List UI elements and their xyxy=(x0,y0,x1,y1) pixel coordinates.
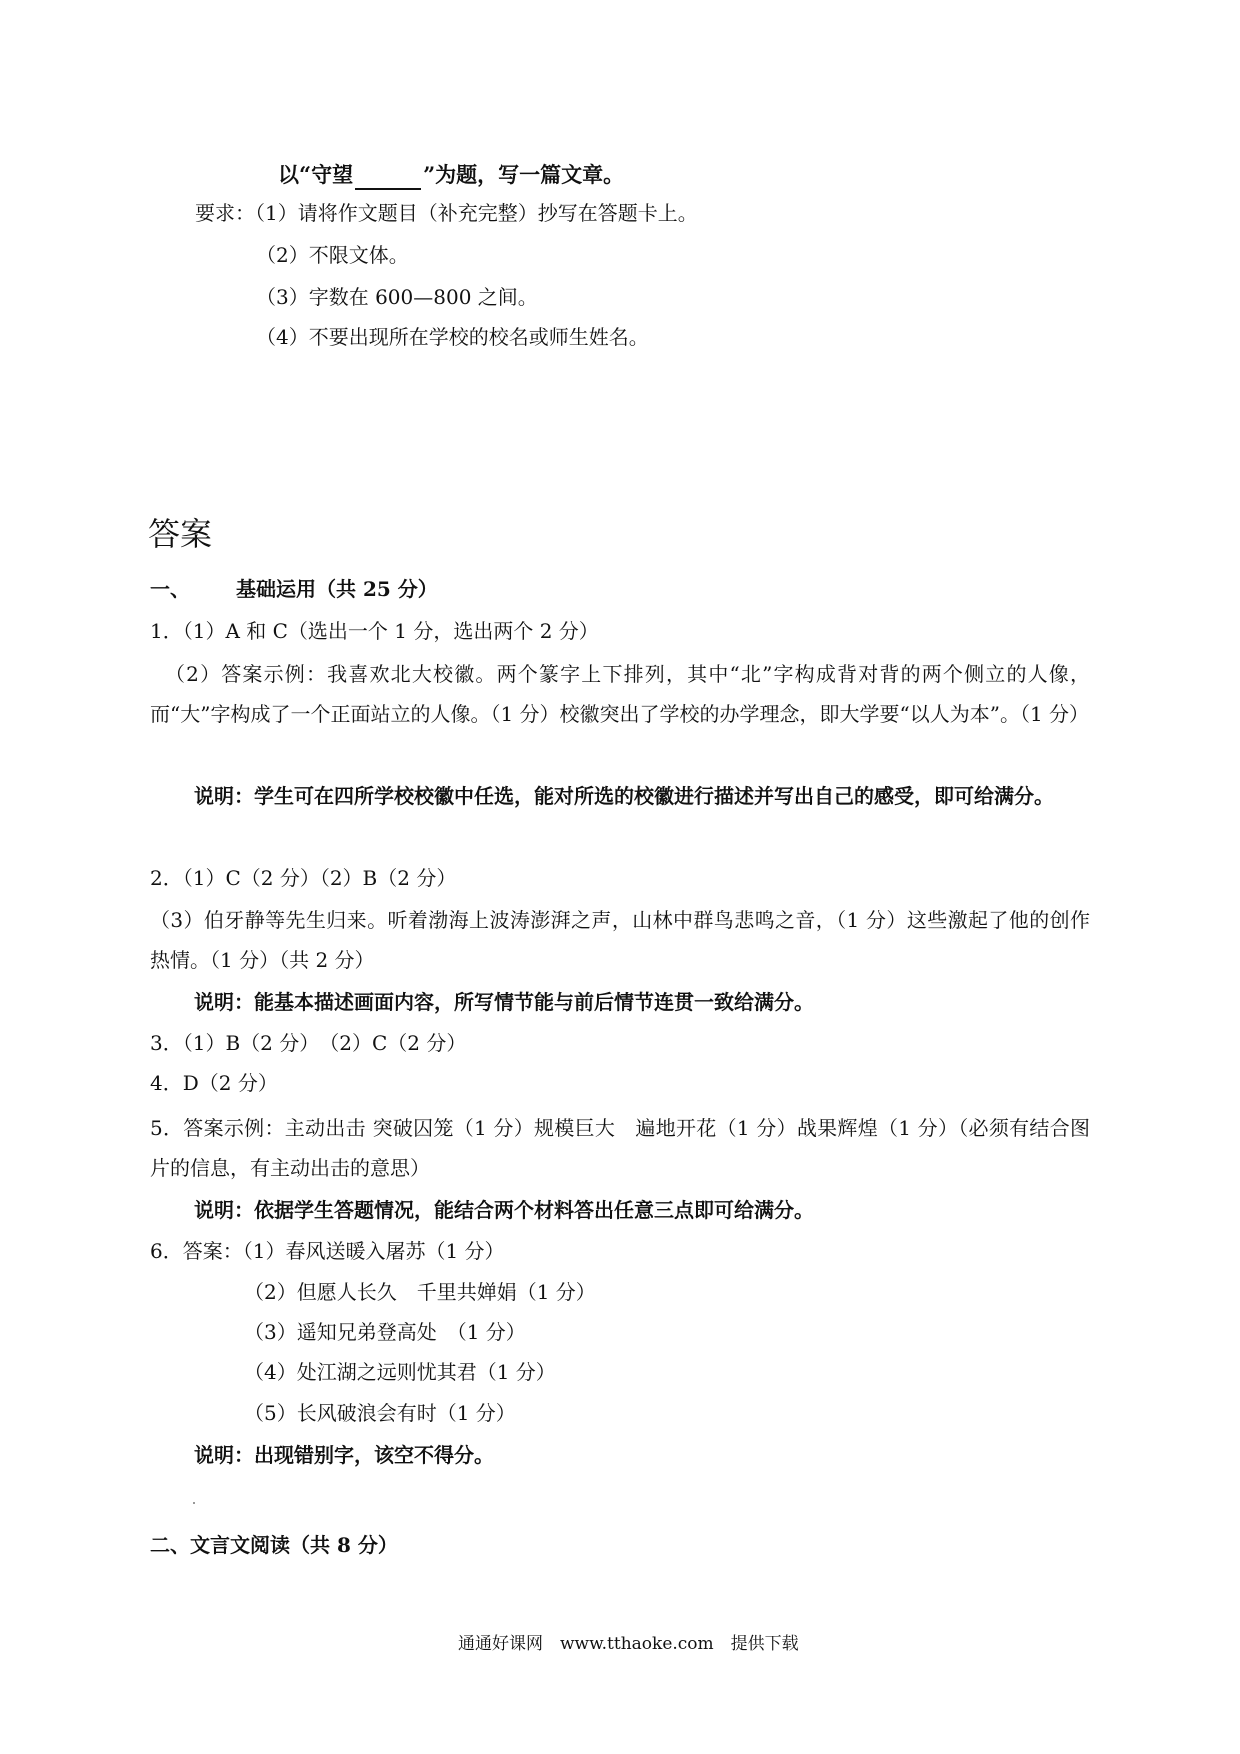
section-1-number: 一、 xyxy=(150,577,190,601)
section-1-title: 基础运用（共 25 分） xyxy=(236,577,438,601)
q1-part-2: （2）答案示例：我喜欢北大校徽。两个篆字上下排列，其中“北”字构成背对背的两个侧立的人像，而“大”字构成了一个正面站立的人像。（1 分）校徽突出了学校的办学理念，即大学要“以人为本”。（1 分） xyxy=(150,662,1090,726)
answers-heading: 答案 xyxy=(148,515,213,553)
q6-item-1: （1）春风送暖入屠苏（1 分） xyxy=(242,1239,505,1263)
q6-item-5: （5）长风破浪会有时（1 分） xyxy=(244,1401,516,1425)
requirements-label: 要求： xyxy=(195,201,255,225)
essay-requirement-2: （2）不限文体。 xyxy=(256,243,409,267)
q5-note: 说明：依据学生答题情况，能结合两个材料答出任意三点即可给满分。 xyxy=(194,1198,814,1222)
essay-requirement-1 xyxy=(195,198,698,228)
q3-answer: 3．（1）B（2 分） （2）C（2 分） xyxy=(150,1031,467,1055)
q1-note: 说明：学生可在四所学校校徽中任选，能对所选的校徽进行描述并写出自己的感受，即可给满分。 xyxy=(194,784,1054,808)
q6-note: 说明：出现错别字，该空不得分。 xyxy=(194,1443,494,1467)
q5-answer: 5．答案示例：主动出击 突破囚笼（1 分）规模巨大 遍地开花（1 分）战果辉煌（1 分）（必须有结合图片的信息，有主动出击的意思） xyxy=(150,1116,1090,1180)
q6-item-3: （3）遥知兄弟登高处 （1 分） xyxy=(244,1320,526,1344)
essay-prompt xyxy=(278,160,624,190)
essay-requirement-3: （3）字数在 600—800 之间。 xyxy=(256,285,538,309)
requirement-text: （1）请将作文题目（补充完整）抄写在答题卡上。 xyxy=(255,201,698,225)
q6-label: 6．答案： xyxy=(150,1239,243,1263)
q6-item-4: （4）处江湖之远则忧其君（1 分） xyxy=(244,1360,556,1384)
q6-answer-label xyxy=(150,1236,505,1266)
q2-note: 说明：能基本描述画面内容，所写情节能与前后情节连贯一致给满分。 xyxy=(194,990,814,1014)
q6-item-2: （2）但愿人长久 千里共婵娟（1 分） xyxy=(244,1280,596,1304)
essay-prompt-before: 以“守望 xyxy=(278,162,354,187)
page-footer: 通通好课网 www.tthaoke.com 提供下载 xyxy=(458,1634,799,1654)
essay-prompt-after: ”为题，写一篇文章。 xyxy=(423,162,625,187)
essay-requirement-4: （4）不要出现所在学校的校名或师生姓名。 xyxy=(256,325,649,349)
essay-title-blank xyxy=(355,166,421,190)
stray-dot xyxy=(193,1502,195,1504)
q1-part-1: 1．（1）A 和 C（选出一个 1 分，选出两个 2 分） xyxy=(150,619,599,643)
section-1-heading xyxy=(150,574,438,604)
q2-part-1: 2．（1）C（2 分）（2）B（2 分） xyxy=(150,866,457,890)
section-2-heading: 二、文言文阅读（共 8 分） xyxy=(150,1533,398,1557)
q4-answer: 4．D（2 分） xyxy=(150,1071,278,1095)
q2-part-3: （3）伯牙静等先生归来。听着渤海上波涛澎湃之声，山林中群鸟悲鸣之音，（1 分）这些激起了他的创作热情。（1 分）（共 2 分） xyxy=(150,908,1090,972)
